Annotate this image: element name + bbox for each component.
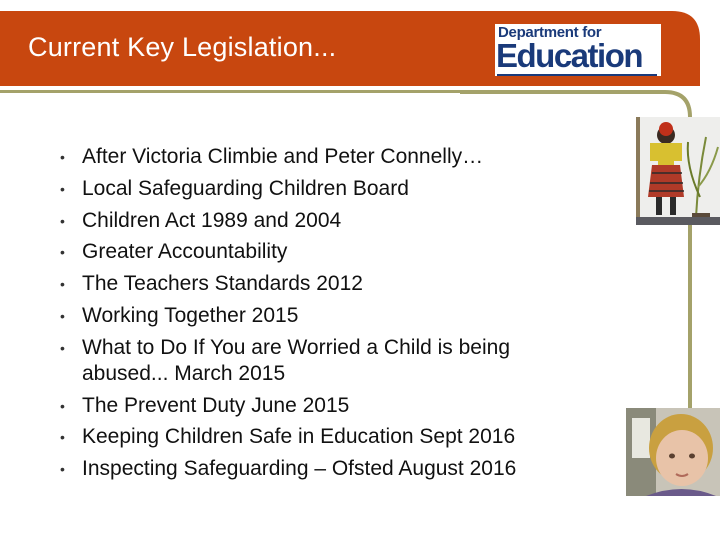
- doll-photo: [636, 117, 720, 225]
- bullet-icon: •: [60, 276, 65, 293]
- list-item-text: Children Act 1989 and 2004: [82, 208, 342, 232]
- list-item-text: The Teachers Standards 2012: [82, 272, 363, 296]
- list-item: [60, 303, 590, 329]
- list-item: [60, 456, 590, 482]
- list-item-text: Keeping Children Safe in Education Sept 2016: [82, 425, 516, 449]
- list-item: [60, 239, 590, 265]
- bullet-icon: •: [60, 429, 65, 446]
- list-item: [60, 208, 590, 234]
- logo-line2: Education: [496, 37, 643, 74]
- bullet-icon: •: [60, 244, 65, 261]
- list-item-text: Local Safeguarding Children Board: [82, 176, 409, 200]
- list-item: [60, 424, 590, 450]
- child-photo: [626, 408, 720, 496]
- bullet-icon: •: [60, 180, 65, 197]
- list-item-text: The Prevent Duty June 2015: [82, 393, 350, 417]
- department-for-education-logo: [495, 24, 661, 76]
- title-banner: [0, 0, 720, 100]
- list-item: [60, 271, 590, 297]
- list-item-text: After Victoria Climbie and Peter Connelly…: [82, 145, 484, 168]
- logo-line1: Department for: [498, 24, 602, 41]
- list-item-text: Inspecting Safeguarding – Ofsted August 2016: [82, 457, 517, 481]
- bullet-icon: •: [60, 339, 65, 356]
- slide-title: Current Key Legislation...: [28, 32, 337, 62]
- list-item: [60, 393, 590, 419]
- bullet-icon: •: [60, 307, 65, 324]
- bullet-icon: •: [60, 461, 65, 478]
- list-item-text: What to Do If You are Worried a Child is being abused... March 2015: [82, 335, 511, 385]
- list-item: [60, 176, 590, 202]
- bullet-icon: •: [60, 212, 65, 229]
- bullet-icon: •: [60, 149, 65, 165]
- list-item-text: Greater Accountability: [82, 240, 288, 264]
- logo-underline: [497, 74, 657, 76]
- list-item: [60, 144, 590, 170]
- list-item: [60, 335, 590, 387]
- legislation-list: [60, 144, 590, 488]
- bullet-icon: •: [60, 397, 65, 414]
- list-item-text: Working Together 2015: [82, 303, 299, 327]
